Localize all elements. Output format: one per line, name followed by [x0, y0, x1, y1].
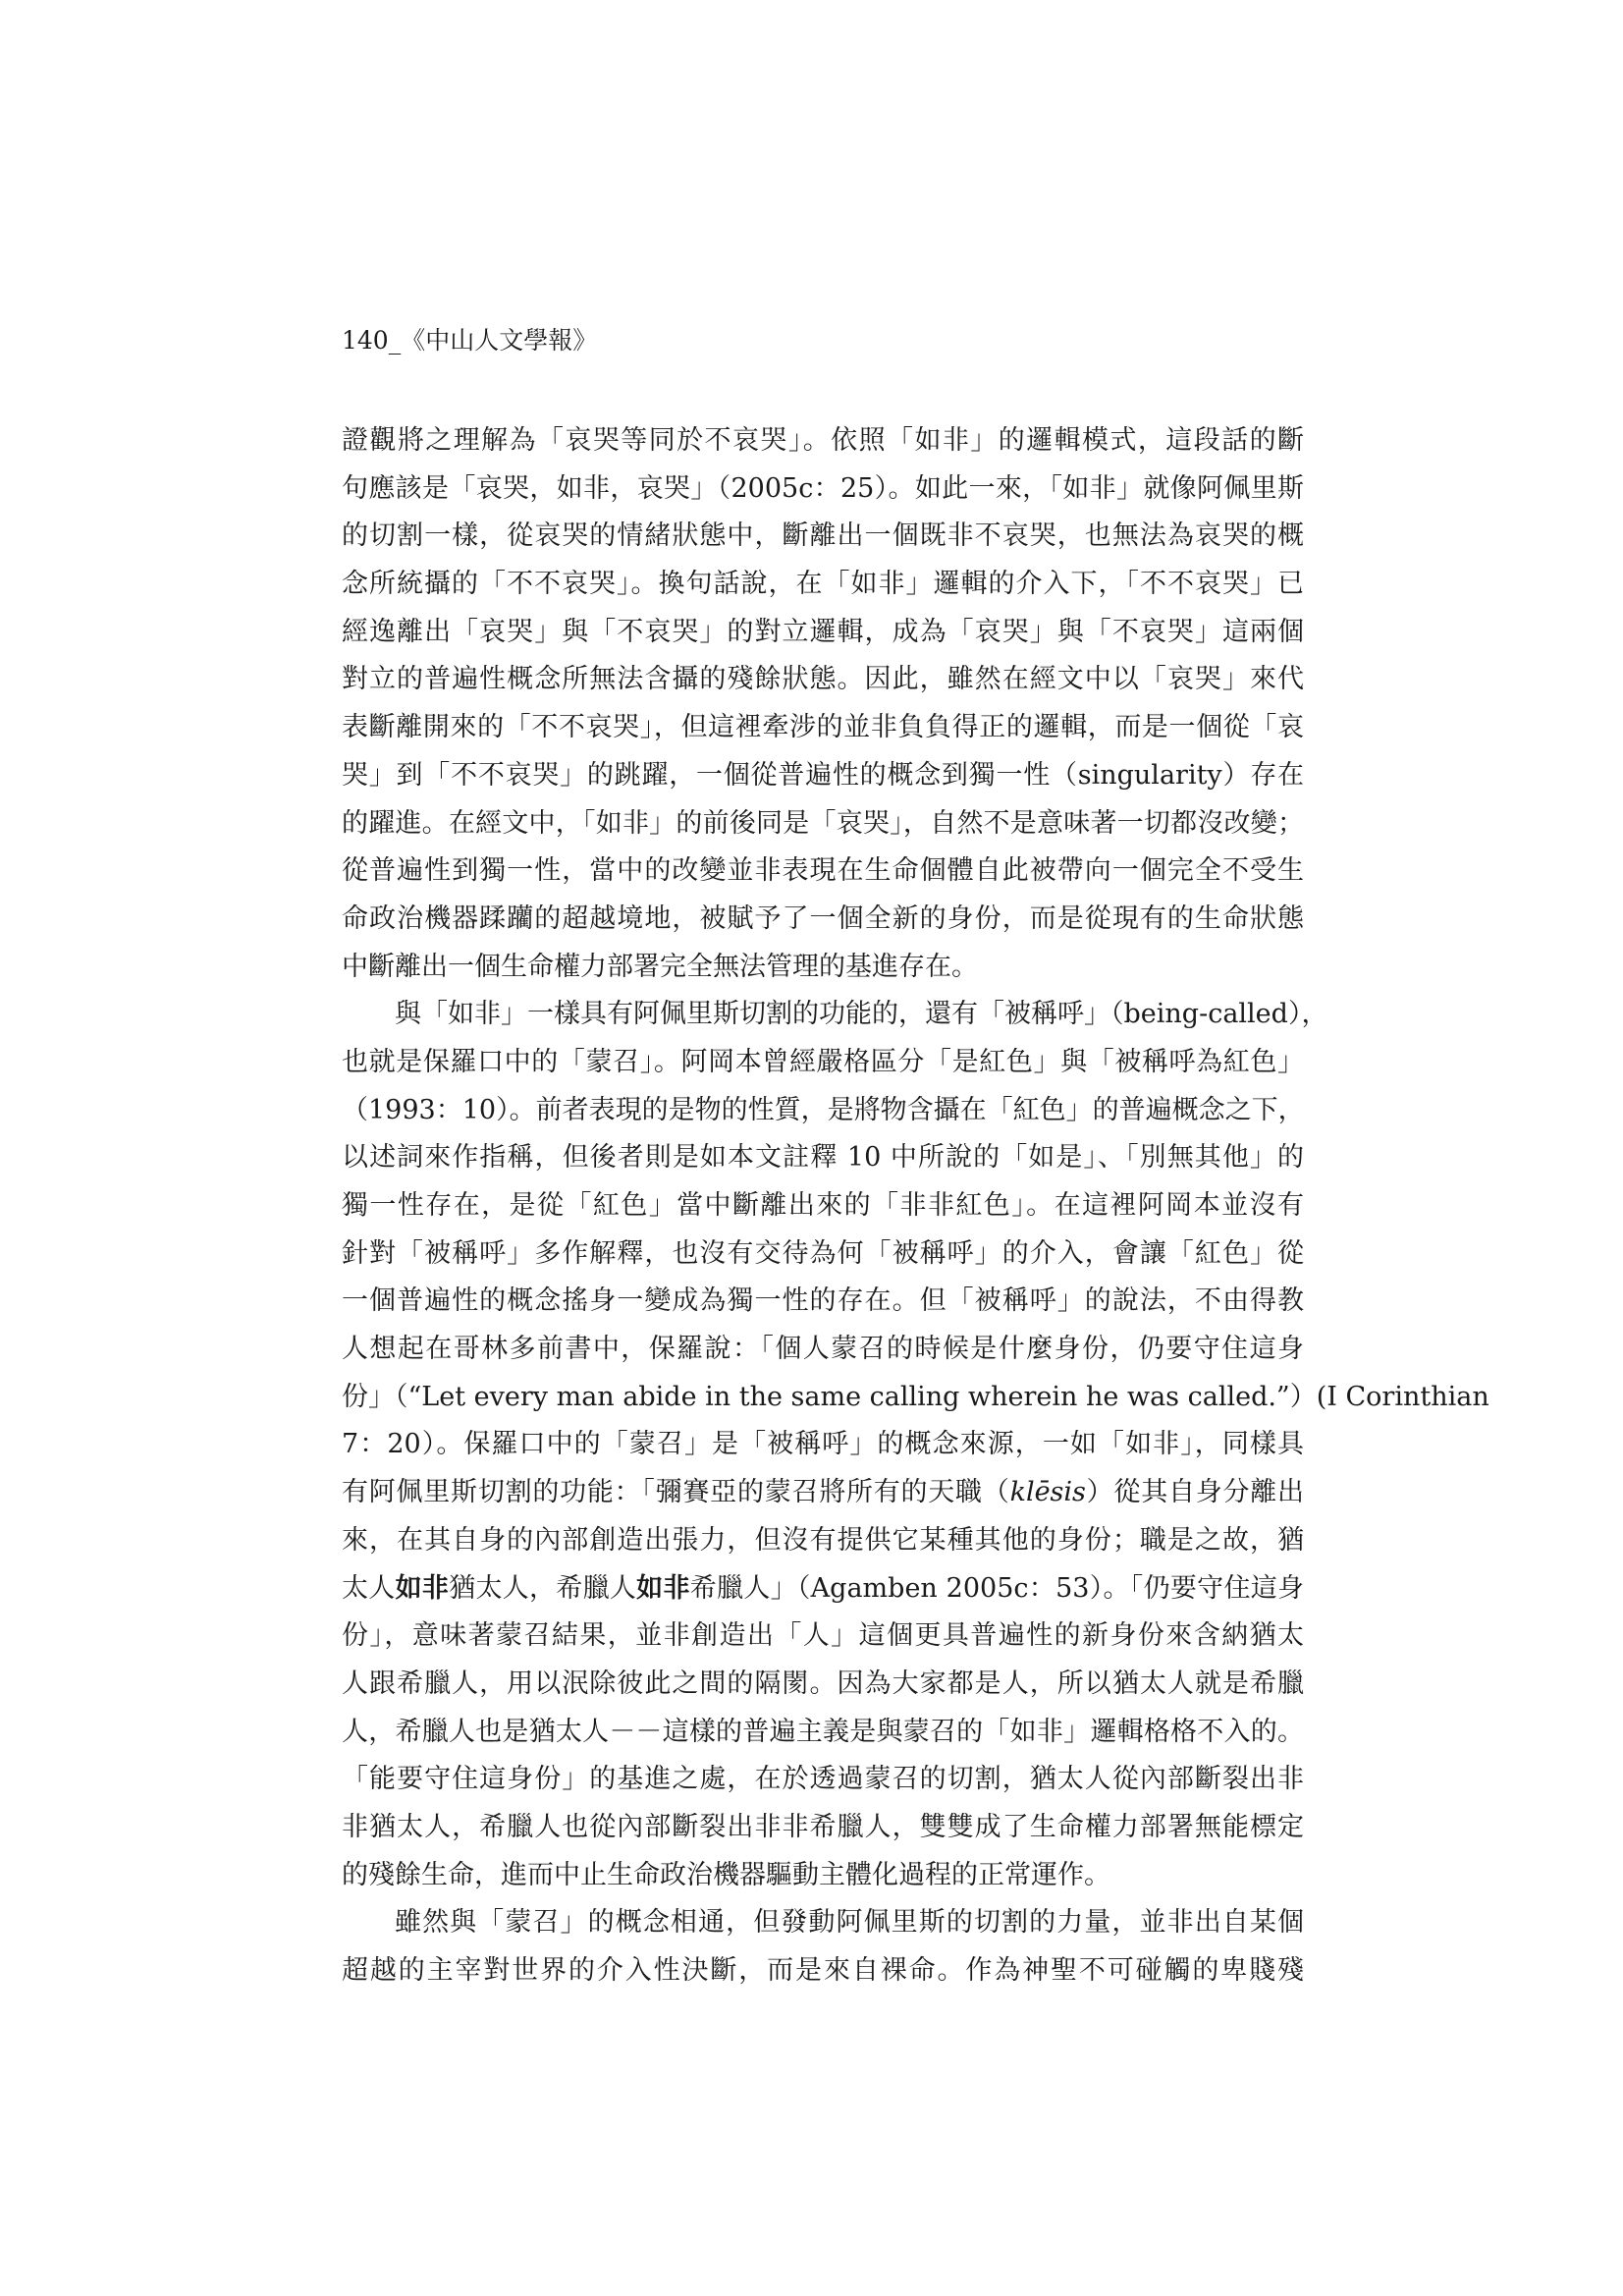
- article-body: [342, 417, 1489, 1995]
- text-line: 的躍進。在經文中，「如非」的前後同是「哀哭」，自然不是意味著一切都沒改變；: [342, 807, 1304, 839]
- text-line: 的切割一樣，從哀哭的情緒狀態中，斷離出一個既非不哀哭，也無法為哀哭的概: [342, 520, 1304, 552]
- text-line: 哭」到「不不哀哭」的跳躍，一個從普遍性的概念到獨一性（singularity）存在: [342, 759, 1304, 791]
- text-line: 以述詞來作指稱，但後者則是如本文註釋 10 中所說的「如是」、「別無其他」的: [342, 1142, 1304, 1174]
- text-line: 針對「被稱呼」多作解釋，也沒有交待為何「被稱呼」的介入，會讓「紅色」從: [342, 1237, 1304, 1269]
- text-line: 經逸離出「哀哭」與「不哀哭」的對立邏輯，成為「哀哭」與「不哀哭」這兩個: [342, 616, 1304, 647]
- text-line: （1993：10）。前者表現的是物的性質，是將物含攝在「紅色」的普遍概念之下，: [342, 1094, 1305, 1125]
- text-line: 對立的普遍性概念所無法含攝的殘餘狀態。因此，雖然在經文中以「哀哭」來代: [342, 664, 1304, 695]
- text-line: 與「如非」一樣具有阿佩里斯切割的功能的，還有「被稱呼」（being-called），: [395, 999, 1328, 1030]
- text-line: 太人如非猶太人，希臘人如非希臘人」（Agamben 2005c：53）。「仍要守住這身: [342, 1572, 1305, 1604]
- text-line: 「能要守住這身份」的基進之處，在於透過蒙召的切割，猶太人從內部斷裂出非: [342, 1764, 1304, 1795]
- text-line: 的殘餘生命，進而中止生命政治機器驅動主體化過程的正常運作。: [342, 1859, 1110, 1890]
- text-line: 念所統攝的「不不哀哭」。換句話說，在「如非」邏輯的介入下，「不不哀哭」已: [342, 569, 1304, 600]
- text-line: 證觀將之理解為「哀哭等同於不哀哭」。依照「如非」的邏輯模式，這段話的斷: [342, 425, 1304, 456]
- text-line: 份」，意味著蒙召結果，並非創造出「人」這個更具普遍性的新身份來含納猶太: [342, 1620, 1304, 1652]
- text-line: 份」（“Let every man abide in the same calling wherein he was called.”）(I Corinthian: [342, 1381, 1489, 1412]
- text-line: 非猶太人，希臘人也從內部斷裂出非非希臘人，雙雙成了生命權力部署無能標定: [342, 1811, 1304, 1842]
- text-line: 一個普遍性的概念搖身一變成為獨一性的存在。但「被稱呼」的說法，不由得教: [342, 1285, 1304, 1317]
- text-line: 超越的主宰對世界的介入性決斷，而是來自裸命。作為神聖不可碰觸的卑賤殘: [342, 1955, 1304, 1986]
- running-head: 140_《中山人文學報》: [342, 326, 598, 355]
- text-line: 來，在其自身的內部創造出張力，但沒有提供它某種其他的身份；職是之故，猶: [342, 1524, 1304, 1556]
- text-line: 人想起在哥林多前書中，保羅說：「個人蒙召的時候是什麼身份，仍要守住這身: [342, 1334, 1304, 1365]
- text-line: 獨一性存在，是從「紅色」當中斷離出來的「非非紅色」。在這裡阿岡本並沒有: [342, 1190, 1304, 1221]
- text-line: 也就是保羅口中的「蒙召」。阿岡本曾經嚴格區分「是紅色」與「被稱呼為紅色」: [342, 1046, 1304, 1077]
- bold-term: 如非: [395, 1572, 450, 1604]
- text-line: 從普遍性到獨一性，當中的改變並非表現在生命個體自此被帶向一個完全不受生: [342, 855, 1304, 887]
- text-line: 7：20）。保羅口中的「蒙召」是「被稱呼」的概念來源，一如「如非」，同樣具: [342, 1429, 1304, 1460]
- text-line: 表斷離開來的「不不哀哭」，但這裡牽涉的並非負負得正的邏輯，而是一個從「哀: [342, 712, 1304, 743]
- bold-term: 如非: [636, 1572, 690, 1604]
- text-line: 中斷離出一個生命權力部署完全無法管理的基進存在。: [342, 951, 978, 982]
- text-line: 有阿佩里斯切割的功能：「彌賽亞的蒙召將所有的天職（klēsis）從其自身分離出: [342, 1477, 1305, 1508]
- text-line: 人跟希臘人，用以泯除彼此之間的隔閡。因為大家都是人，所以猶太人就是希臘: [342, 1667, 1304, 1699]
- text-line: 句應該是「哀哭，如非，哀哭」（2005c：25）。如此一來，「如非」就像阿佩里斯: [342, 472, 1304, 504]
- text-line: 人，希臘人也是猶太人－－這樣的普遍主義是與蒙召的「如非」邏輯格格不入的。: [342, 1716, 1304, 1747]
- text-line: 命政治機器蹂躪的超越境地，被賦予了一個全新的身份，而是從現有的生命狀態: [342, 902, 1304, 934]
- text-line: 雖然與「蒙召」的概念相通，但發動阿佩里斯的切割的力量，並非出自某個: [395, 1907, 1304, 1939]
- italic-term: klēsis: [1009, 1477, 1086, 1508]
